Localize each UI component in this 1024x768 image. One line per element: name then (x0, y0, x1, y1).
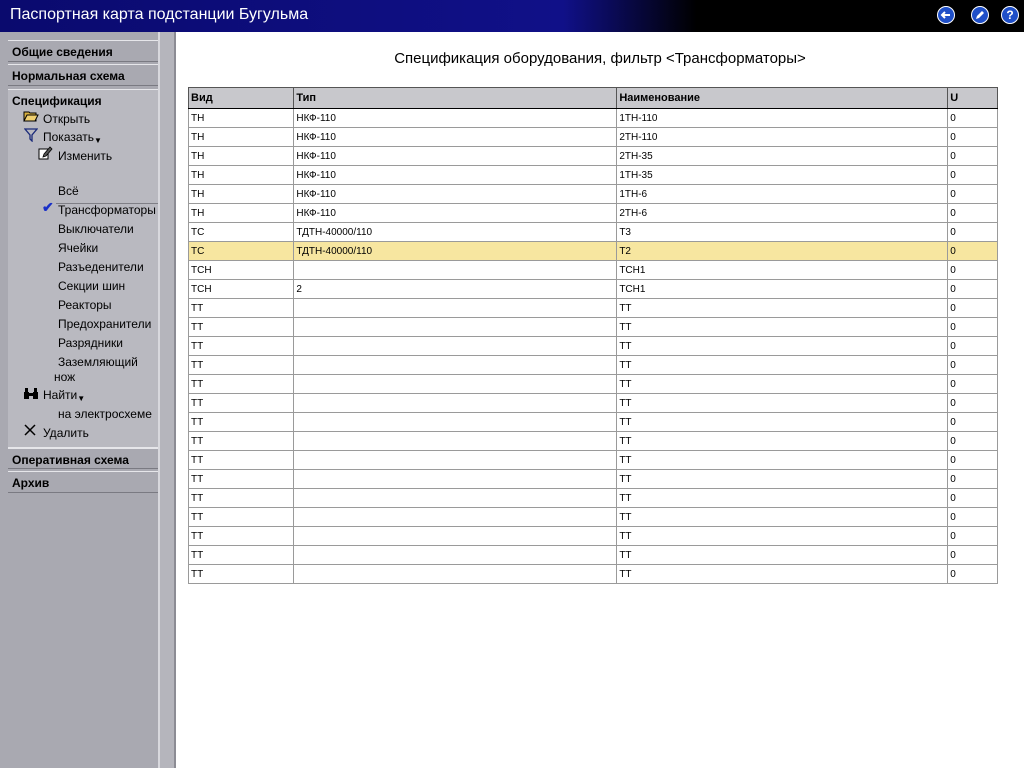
table-cell: ТТ (189, 299, 294, 318)
table-cell: НКФ-110 (294, 166, 617, 185)
table-cell: ТТ (189, 470, 294, 489)
table-cell: 0 (948, 508, 998, 527)
table-cell: ТТ (617, 394, 948, 413)
table-cell: ТС (189, 242, 294, 261)
table-row[interactable] (189, 109, 998, 128)
filter-fuses[interactable]: Предохранители (58, 317, 152, 331)
table-cell: НКФ-110 (294, 185, 617, 204)
table-row[interactable] (189, 223, 998, 242)
table-cell: ТСН (189, 280, 294, 299)
table-cell: 0 (948, 432, 998, 451)
filter-all[interactable]: Всё (58, 184, 79, 198)
filter-grounding-switch[interactable]: Заземляющий (58, 355, 138, 369)
table-cell: 0 (948, 565, 998, 584)
main-panel (176, 32, 1024, 768)
table-cell: 2ТН-35 (617, 147, 948, 166)
table-row[interactable] (189, 413, 998, 432)
show-label: Показать (43, 130, 95, 144)
table-cell: 0 (948, 470, 998, 489)
table-row[interactable] (189, 166, 998, 185)
column-header-vid[interactable]: Вид (189, 88, 294, 109)
filter-disconnectors[interactable]: Разъеденители (58, 260, 144, 274)
table-cell: ТТ (617, 451, 948, 470)
table-cell (294, 470, 617, 489)
table-cell: ТТ (189, 527, 294, 546)
table-cell: 0 (948, 527, 998, 546)
table-cell: ТТ (617, 318, 948, 337)
table-cell: ТТ (617, 527, 948, 546)
table-cell: ТТ (617, 546, 948, 565)
edit-pencil-icon (38, 146, 53, 160)
filter-icon (24, 128, 38, 142)
find-label: Найти (43, 388, 78, 402)
table-cell: ТН (189, 128, 294, 147)
checkmark-icon: ✔ (42, 199, 54, 215)
table-cell: ТДТН-40000/110 (294, 223, 617, 242)
help-icon: ? (1006, 8, 1014, 22)
table-cell (294, 508, 617, 527)
table-row[interactable] (189, 527, 998, 546)
table-cell (294, 394, 617, 413)
table-row[interactable] (189, 299, 998, 318)
find-on-scheme[interactable]: на электросхеме (58, 407, 152, 421)
filter-grounding-switch-cont[interactable]: нож (54, 370, 76, 384)
table-cell: ТТ (189, 318, 294, 337)
table-cell (294, 413, 617, 432)
table-row[interactable] (189, 565, 998, 584)
table-row[interactable] (189, 280, 998, 299)
table-cell (294, 432, 617, 451)
table-cell (294, 546, 617, 565)
table-cell: 0 (948, 546, 998, 565)
table-cell: ТТ (189, 451, 294, 470)
table-cell: ТН (189, 204, 294, 223)
table-cell: НКФ-110 (294, 204, 617, 223)
table-cell: 0 (948, 375, 998, 394)
delete-action[interactable]: Удалить (43, 426, 89, 440)
table-body (189, 109, 998, 584)
table-cell: ТТ (617, 337, 948, 356)
back-button[interactable] (937, 6, 955, 24)
table-cell: 0 (948, 128, 998, 147)
table-cell: НКФ-110 (294, 109, 617, 128)
table-cell: ТТ (617, 432, 948, 451)
filter-transformers[interactable]: Трансформаторы (58, 203, 156, 217)
window-title: Паспортная карта подстанции Бугульма (10, 6, 309, 23)
table-cell (294, 299, 617, 318)
column-header-type[interactable]: Тип (294, 88, 617, 109)
table-cell: ТТ (617, 470, 948, 489)
table-row[interactable] (189, 147, 998, 166)
table-cell: ТТ (189, 565, 294, 584)
table-cell: 0 (948, 242, 998, 261)
section-operative-scheme[interactable]: Оперативная схема (8, 447, 158, 469)
table-cell: ТТ (189, 337, 294, 356)
table-cell: ТДТН-40000/110 (294, 242, 617, 261)
table-cell: 0 (948, 147, 998, 166)
table-cell: 0 (948, 394, 998, 413)
table-cell: ТТ (617, 375, 948, 394)
table-cell (294, 451, 617, 470)
table-cell: ТТ (617, 299, 948, 318)
table-cell: 1ТН-35 (617, 166, 948, 185)
table-cell: 0 (948, 109, 998, 128)
table-cell: 0 (948, 185, 998, 204)
table-row[interactable] (189, 451, 998, 470)
edit-action[interactable]: Изменить (58, 149, 113, 163)
table-cell: ТТ (189, 413, 294, 432)
filter-arresters[interactable]: Разрядники (58, 336, 123, 350)
edit-button[interactable] (971, 6, 989, 24)
table-cell: 0 (948, 356, 998, 375)
table-cell: ТН (189, 109, 294, 128)
table-cell: 0 (948, 337, 998, 356)
table-cell: ТТ (189, 432, 294, 451)
table-cell: ТТ (189, 508, 294, 527)
section-archive[interactable]: Архив (8, 471, 158, 493)
table-cell: 2 (294, 280, 617, 299)
binoculars-icon (23, 387, 39, 400)
table-cell: Т3 (617, 223, 948, 242)
table-cell (294, 489, 617, 508)
table-cell: 0 (948, 318, 998, 337)
table-cell: 1ТН-110 (617, 109, 948, 128)
page-title: Спецификация оборудования, фильтр <Трансформаторы> (394, 50, 806, 67)
table-cell: 0 (948, 223, 998, 242)
table-row[interactable] (189, 489, 998, 508)
table-cell: ТТ (189, 375, 294, 394)
delete-icon (23, 423, 37, 437)
table-cell: ТТ (189, 356, 294, 375)
edit-icon (974, 9, 986, 21)
table-row[interactable] (189, 128, 998, 147)
table-cell (294, 356, 617, 375)
column-header-name[interactable]: Наименование (617, 88, 948, 109)
table-row[interactable] (189, 337, 998, 356)
table-cell: ТТ (617, 356, 948, 375)
table-cell: 2ТН-6 (617, 204, 948, 223)
table-cell: 0 (948, 166, 998, 185)
table-row[interactable] (189, 261, 998, 280)
table-cell: 0 (948, 204, 998, 223)
table-cell (294, 527, 617, 546)
section-specification-label: Спецификация (12, 94, 102, 108)
table-cell: 0 (948, 451, 998, 470)
table-cell: ТТ (189, 394, 294, 413)
table-cell (294, 318, 617, 337)
help-button[interactable] (1001, 6, 1019, 24)
table-row[interactable] (189, 432, 998, 451)
table-row[interactable] (189, 508, 998, 527)
folder-open-icon (23, 110, 39, 123)
table-cell: 0 (948, 280, 998, 299)
table-row[interactable] (189, 204, 998, 223)
table-cell (294, 261, 617, 280)
table-row[interactable] (189, 394, 998, 413)
spec-table (188, 87, 998, 584)
table-row[interactable] (189, 318, 998, 337)
section-normal-scheme[interactable]: Нормальная схема (8, 64, 158, 86)
table-cell: 0 (948, 261, 998, 280)
chevron-down-icon: ▼ (77, 394, 86, 403)
table-cell: НКФ-110 (294, 147, 617, 166)
table-cell: ТС (189, 223, 294, 242)
table-cell: 0 (948, 413, 998, 432)
table-cell: ТТ (189, 546, 294, 565)
filter-reactors[interactable]: Реакторы (58, 298, 112, 312)
back-icon (940, 9, 952, 21)
table-cell: 0 (948, 489, 998, 508)
table-cell: 2ТН-110 (617, 128, 948, 147)
table-cell: ТТ (617, 565, 948, 584)
table-cell: Т2 (617, 242, 948, 261)
sidebar (0, 32, 176, 768)
table-cell: ТН (189, 147, 294, 166)
table-cell: ТН (189, 185, 294, 204)
open-action[interactable]: Открыть (43, 112, 91, 126)
table-cell (294, 565, 617, 584)
table-cell: ТТ (189, 489, 294, 508)
table-cell: ТСН (189, 261, 294, 280)
table-row[interactable] (189, 470, 998, 489)
table-row[interactable] (189, 375, 998, 394)
table-row[interactable] (189, 356, 998, 375)
title-bar (0, 0, 1024, 32)
table-row[interactable] (189, 185, 998, 204)
table-cell: ТТ (617, 489, 948, 508)
column-header-u[interactable]: U (948, 88, 998, 109)
table-cell: НКФ-110 (294, 128, 617, 147)
table-row[interactable] (189, 546, 998, 565)
table-cell (294, 337, 617, 356)
table-cell: ТН (189, 166, 294, 185)
filter-breakers[interactable]: Выключатели (58, 222, 134, 236)
table-cell: ТТ (617, 413, 948, 432)
filter-cells[interactable]: Ячейки (58, 241, 99, 255)
table-cell (294, 375, 617, 394)
section-general[interactable]: Общие сведения (8, 40, 158, 62)
table-cell: ТСН1 (617, 261, 948, 280)
table-cell: ТТ (617, 508, 948, 527)
table-row[interactable] (189, 242, 998, 261)
chevron-down-icon: ▼ (94, 136, 102, 145)
filter-bus-sections[interactable]: Секции шин (58, 279, 126, 293)
table-cell: 1ТН-6 (617, 185, 948, 204)
table-cell: ТСН1 (617, 280, 948, 299)
table-cell: 0 (948, 299, 998, 318)
find-action[interactable] (43, 387, 85, 407)
table-header (189, 88, 998, 109)
